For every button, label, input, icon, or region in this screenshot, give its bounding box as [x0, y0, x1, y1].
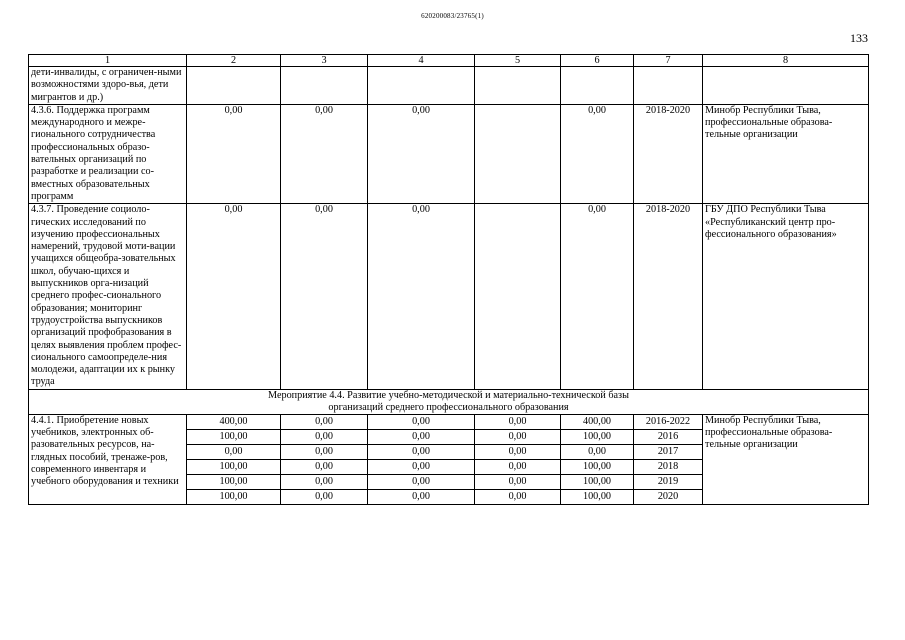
- amount-cell: 0,00: [508, 490, 527, 502]
- amount-cell: 0,00: [368, 444, 474, 459]
- amount-cell: 0,00: [187, 204, 281, 389]
- amount-cell: 0,00: [281, 204, 368, 389]
- amount-cell: 0,00: [368, 459, 474, 474]
- amount-cell: 0,00: [561, 104, 634, 203]
- amount-cell: 0,00: [315, 490, 333, 502]
- amount-cell: [475, 104, 561, 203]
- empty-cell: [187, 67, 281, 105]
- amount-cell: [475, 204, 561, 389]
- table-row-4-3-6: [29, 104, 869, 203]
- period-cell: 2018-2020: [634, 204, 703, 389]
- amount-cell: 100,00: [561, 429, 633, 444]
- column-number-row: [29, 55, 869, 67]
- section-title-line1: Мероприятие 4.4. Развитие учебно-методической и материально-технической базы: [268, 389, 629, 401]
- amount-cell: 0,00: [561, 444, 633, 459]
- amount-cell: 100,00: [187, 459, 280, 474]
- document-code: 620200083/23765(1): [421, 12, 484, 20]
- amount-stack-col5: [475, 414, 561, 504]
- table-row-4-3-7: [29, 204, 869, 389]
- amount-cell: 0,00: [475, 429, 560, 444]
- column-header: 2: [187, 55, 281, 67]
- amount-cell: 0,00: [475, 415, 560, 430]
- activity-description: 4.3.6. Поддержка программ международного и межре-гионального сотрудничества профессиональных образо-вательных организаций по разработке и реализации со-вместных образовательных программ: [29, 104, 187, 203]
- amount-cell: 0,00: [281, 444, 367, 459]
- column-header: 3: [281, 55, 368, 67]
- responsible-cell: Минобр Республики Тыва, профессиональные образова-тельные организации: [703, 414, 869, 504]
- program-table: [28, 54, 869, 505]
- section-title-row: [29, 389, 869, 414]
- amount-cell: 0,00: [281, 415, 367, 430]
- empty-cell: [281, 67, 368, 105]
- amount-cell: 0,00: [281, 474, 367, 489]
- period-cell: 2020: [657, 490, 679, 502]
- amount-cell: 0,00: [281, 104, 368, 203]
- amount-cell: 100,00: [561, 459, 633, 474]
- responsible-cell: Минобр Республики Тыва, профессиональные образова-тельные организации: [703, 104, 869, 203]
- activity-description: 4.4.1. Приобретение новых учебников, электронных об-разовательных ресурсов, на-глядных пособий, тренаже-ров, современного инвентаря и учебного оборудования и техники: [29, 414, 187, 504]
- amount-cell: 0,00: [368, 204, 475, 389]
- amount-cell: 100,00: [187, 429, 280, 444]
- period-cell: 2019: [634, 474, 702, 489]
- responsible-cell: ГБУ ДПО Республики Тыва «Республиканский центр про-фессионального образования»: [703, 204, 869, 389]
- column-header: 6: [561, 55, 634, 67]
- amount-cell: 100,00: [187, 474, 280, 489]
- column-header: 1: [29, 55, 187, 67]
- amount-cell: 400,00: [561, 415, 633, 430]
- amount-cell: 0,00: [187, 104, 281, 203]
- period-stack-col7: [634, 414, 703, 504]
- amount-cell: 0,00: [475, 444, 560, 459]
- table-row-4-4-1: [29, 414, 869, 504]
- column-header: 8: [703, 55, 869, 67]
- amount-cell: 0,00: [412, 490, 430, 502]
- amount-cell: 0,00: [475, 459, 560, 474]
- amount-cell: 0,00: [281, 459, 367, 474]
- amount-cell: 0,00: [368, 104, 475, 203]
- empty-cell: [475, 67, 561, 105]
- period-cell: 2018-2020: [634, 104, 703, 203]
- activity-description: 4.3.7. Проведение социоло-гических исследований по изучению профессиональных намерений, трудовой моти-вации учащихся общеобра-зовательных школ, обучаю-щихся и выпускников орга-низаций среднего профес-сионального образования; мониторинг трудоустройства выпускников организаций профобразования в целях выявления проблем профес-сионального самоопределе-ния молодежи, адаптации их к рынку труда: [29, 204, 187, 389]
- amount-cell: 0,00: [368, 474, 474, 489]
- period-cell: 2017: [634, 444, 702, 459]
- amount-cell: 100,00: [561, 474, 633, 489]
- amount-cell: 100,00: [582, 490, 611, 502]
- section-title: [29, 389, 869, 414]
- amount-cell: 0,00: [368, 429, 474, 444]
- period-cell: 2018: [634, 459, 702, 474]
- column-header: 5: [475, 55, 561, 67]
- column-header: 4: [368, 55, 475, 67]
- period-cell: 2016: [634, 429, 702, 444]
- amount-cell: 0,00: [187, 444, 280, 459]
- amount-cell: 0,00: [561, 204, 634, 389]
- activity-description: дети-инвалиды, с ограничен-ными возможностями здоро-вья, дети мигрантов и др.): [29, 67, 187, 105]
- table-row-continuation: [29, 67, 869, 105]
- empty-cell: [703, 67, 869, 105]
- amount-stack-col4: [368, 414, 475, 504]
- period-cell: 2016-2022: [634, 415, 702, 430]
- amount-cell: 400,00: [187, 415, 280, 430]
- empty-cell: [368, 67, 475, 105]
- amount-cell: 0,00: [281, 429, 367, 444]
- column-header: 7: [634, 55, 703, 67]
- amount-cell: 0,00: [475, 474, 560, 489]
- page-number: 133: [850, 31, 868, 45]
- amount-cell: 0,00: [368, 415, 474, 430]
- amount-stack-col3: [281, 414, 368, 504]
- amount-cell: 100,00: [219, 490, 248, 502]
- empty-cell: [561, 67, 634, 105]
- section-title-line2: организаций среднего профессионального образования: [328, 401, 569, 413]
- amount-stack-col6: [561, 414, 634, 504]
- empty-cell: [634, 67, 703, 105]
- amount-stack-col2: [187, 414, 281, 504]
